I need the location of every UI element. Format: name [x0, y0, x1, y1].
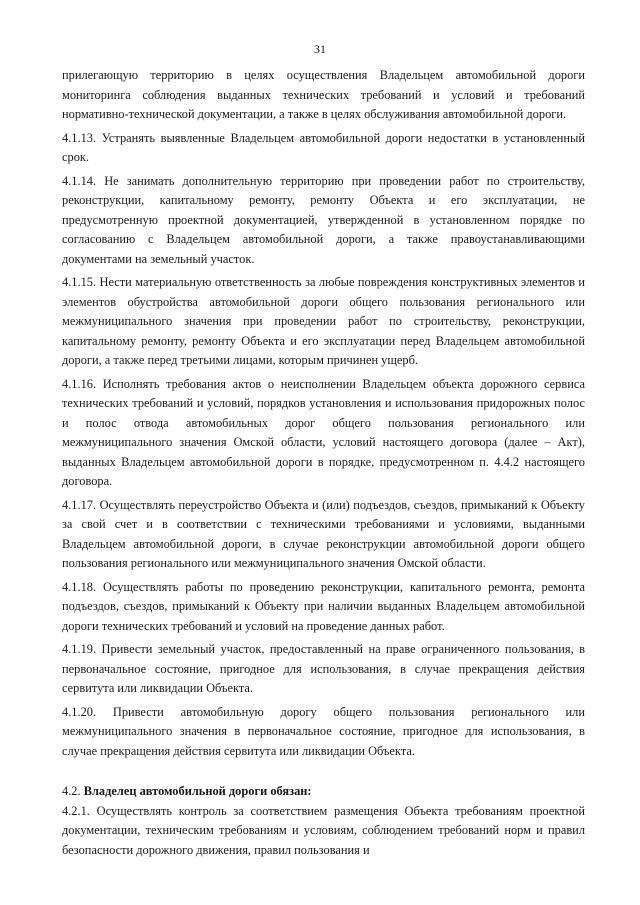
paragraph-4-1-13: 4.1.13. Устранять выявленные Владельцем автомобильной дороги недостатки в установленный срок.	[62, 130, 585, 164]
paragraph-4-1-15: 4.1.15. Нести материальную ответственность за любые повреждения конструктивных элементов и элементов обустройства автомобильной дороги общего пользования регионального или межмуниципального значения при проведении работ по строительству, реконструкции, капитальному ремонту, ремонту Объекта и его эксплуатации перед Владельцем автомобильной дороги, а также перед третьими лицами, которым причинен ущерб.	[62, 275, 585, 367]
paragraph-4-1-19: 4.1.19. Привести земельный участок, предоставленный на праве ограниченного пользования, в первоначальное состояние, пригодное для использования, в случае прекращения действия сервитута или ликвидации Объекта.	[62, 642, 585, 695]
section-number: 4.2.	[62, 784, 81, 798]
paragraph-4-1-20: 4.1.20. Привести автомобильную дорогу общего пользования регионального или межмуниципального значения в первоначальное состояние, пригодное для использования, в случае прекращения действия сервитута или ликвидации Объекта.	[62, 704, 585, 758]
paragraph-continuation: прилегающую территорию в целях осуществления Владельцем автомобильной дороги мониторинга соблюдения выданных технических требований и условий и требований нормативно-технической документации, а также в целях обслуживания автомобильной дороги.	[62, 68, 585, 121]
paragraph-4-1-17: 4.1.17. Осуществлять переустройство Объекта и (или) подъездов, съездов, примыканий к Объекту за свой счет и в соответствии с техническими требованиями и условиями, выданными Владельцем автомобильной дороги, в случае реконструкции автомобильной дороги общего пользования регионального или межмуниципального значения Омской области.	[62, 497, 585, 570]
paragraph-4-1-16: 4.1.16. Исполнять требования актов о неисполнении Владельцем объекта дорожного сервиса технических требований и условий, порядков установления и использования придорожных полос и полос отвода автомобильных дорог общего пользования регионального или межмуниципального значения Омской области, условий настоящего договора (далее – Акт), выданных Владельцем автомобильной дороги в порядке, предусмотренном п. 4.4.2 настоящего договора.	[62, 376, 585, 488]
paragraph-4-1-18: 4.1.18. Осуществлять работы по проведению реконструкции, капитального ремонта, ремонта подъездов, съездов, примыканий к Объекту при наличии выданных Владельцем автомобильной дороги технических требований и условий на проведение данных работ.	[62, 579, 585, 633]
section-gap	[62, 765, 585, 782]
paragraph-4-1-14: 4.1.14. Не занимать дополнительную территорию при проведении работ по строительству, реконструкции, капитальному ремонту, ремонту Объекта и его эксплуатации, не предусмотренную проектной документацией, утвержденной в установленном порядке по согласованию с Владельцем автомобильной дороги, а также правоустанавливающими документами на земельный участок.	[62, 173, 585, 266]
document-body	[62, 66, 585, 864]
page-number: 31	[314, 42, 326, 56]
section-heading-text: Владелец автомобильной дороги обязан:	[83, 784, 312, 798]
section-heading-4-2	[62, 782, 585, 802]
paragraph-4-2-1: 4.2.1. Осуществлять контроль за соответствием размещения Объекта требованиям проектной документации, техническим требованиям и условиям, соблюдением требований норм и правил безопасности дорожного движения, правил пользования и	[62, 803, 585, 857]
